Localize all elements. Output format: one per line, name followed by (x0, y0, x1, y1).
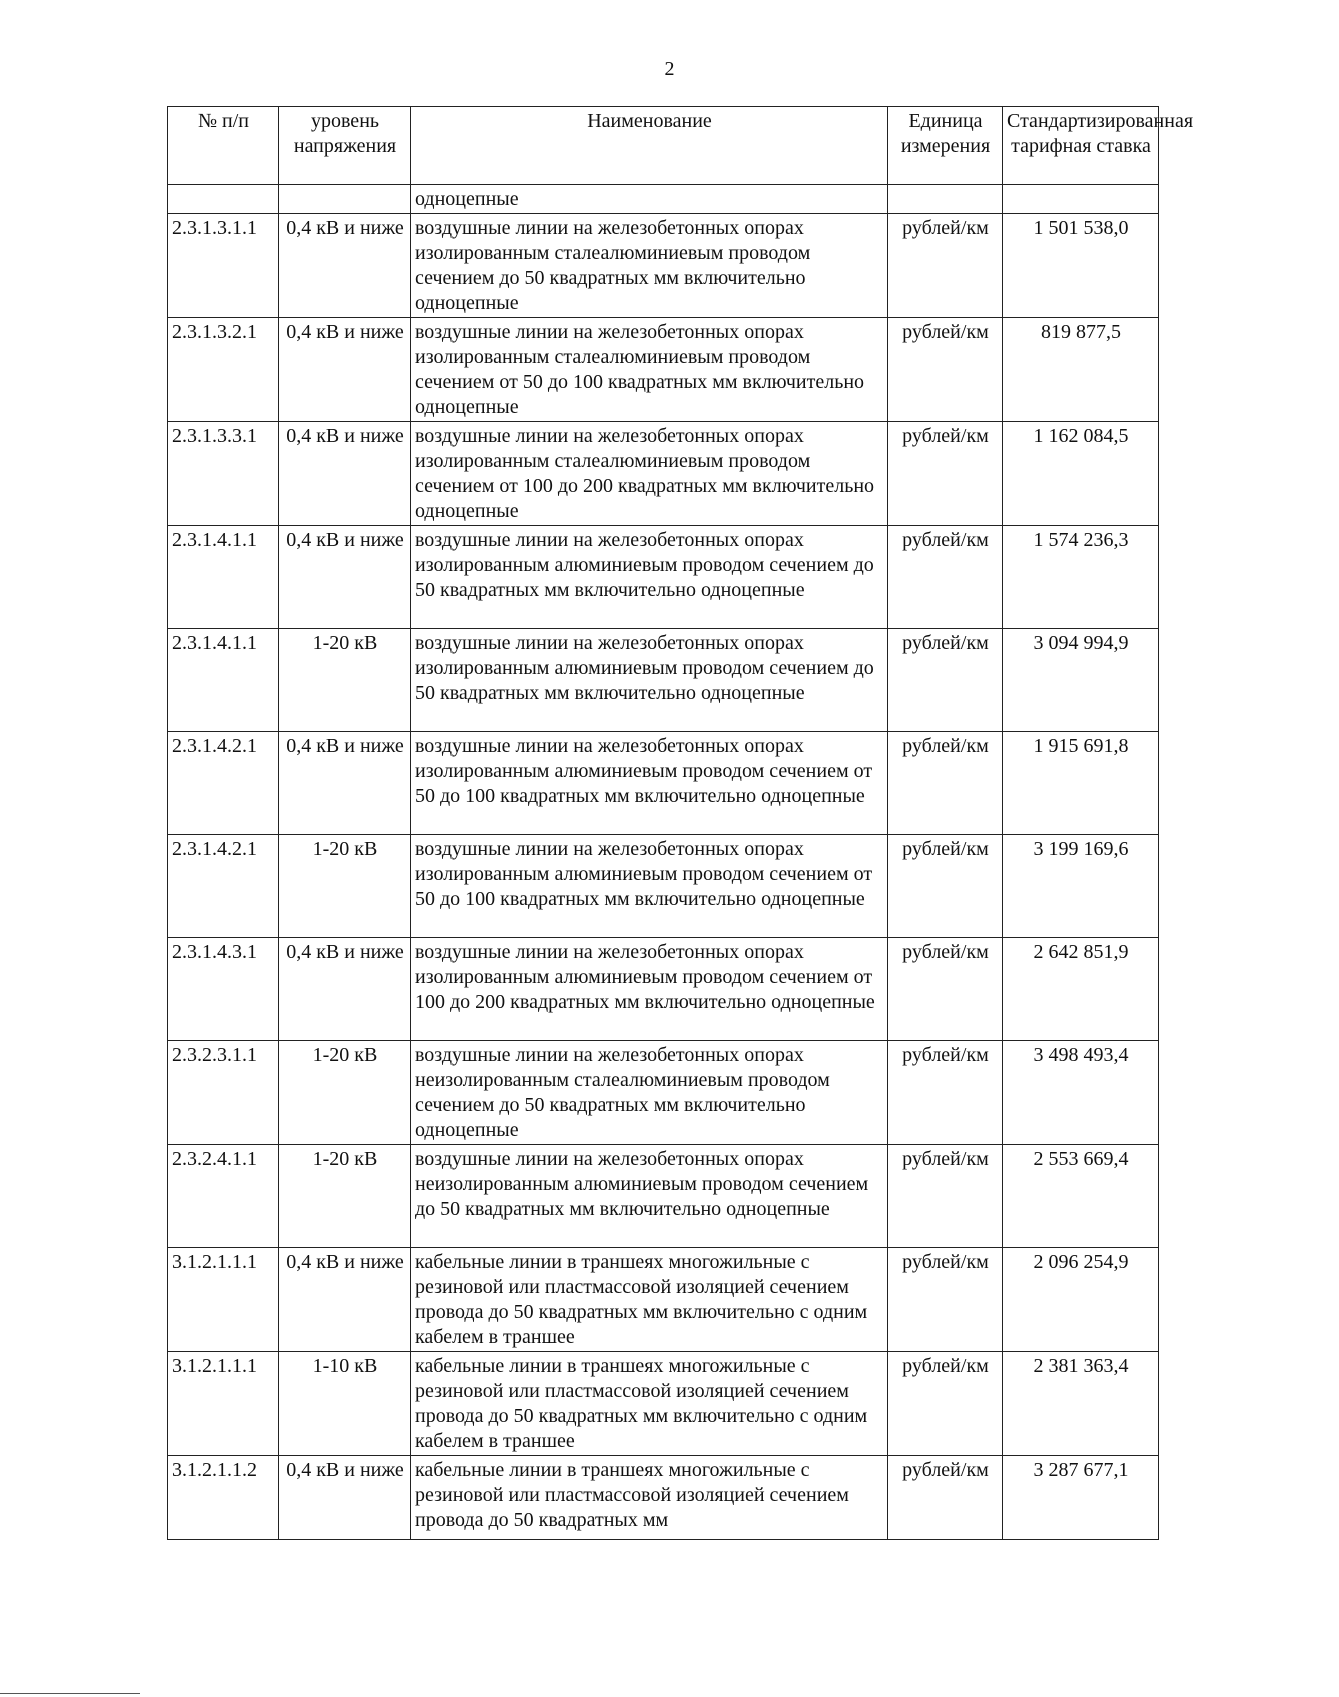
cell-name: воздушные линии на железобетонных опорах изолированным алюминиевым проводом сечением от 50 до 100 квадратных мм включительно одноцепные (411, 732, 888, 835)
continuation-name: одноцепные (411, 185, 888, 214)
cell-voltage-level: 1-10 кВ (279, 1352, 411, 1456)
table-row (168, 214, 1159, 318)
header-voltage-level: уровень напряжения (279, 107, 411, 185)
cell-name: воздушные линии на железобетонных опорах неизолированным алюминиевым проводом сечением до 50 квадратных мм включительно одноцепные (411, 1145, 888, 1248)
table-row (168, 318, 1159, 422)
cell-name: воздушные линии на железобетонных опорах изолированным алюминиевым проводом сечением от 50 до 100 квадратных мм включительно одноцепные (411, 835, 888, 938)
cell-voltage-level: 0,4 кВ и ниже (279, 938, 411, 1041)
cell-rate: 2 096 254,9 (1003, 1248, 1159, 1352)
cell-num: 2.3.1.4.2.1 (168, 732, 279, 835)
cell-name: воздушные линии на железобетонных опорах неизолированным сталеалюминиевым проводом сечением до 50 квадратных мм включительно одноцепные (411, 1041, 888, 1145)
cell-num: 3.1.2.1.1.1 (168, 1352, 279, 1456)
cell-unit: рублей/км (888, 732, 1003, 835)
table-row (168, 1145, 1159, 1248)
cell-name: воздушные линии на железобетонных опорах изолированным алюминиевым проводом сечением до 50 квадратных мм включительно одноцепные (411, 526, 888, 629)
cell-num: 2.3.1.4.1.1 (168, 526, 279, 629)
cell-unit: рублей/км (888, 422, 1003, 526)
cell-name: воздушные линии на железобетонных опорах изолированным сталеалюминиевым проводом сечением от 100 до 200 квадратных мм включительно одноцепные (411, 422, 888, 526)
cell-num: 3.1.2.1.1.2 (168, 1456, 279, 1540)
table-row (168, 1248, 1159, 1352)
cell-name: кабельные линии в траншеях многожильные с резиновой или пластмассовой изоляцией сечением провода до 50 квадратных мм (411, 1456, 888, 1540)
table-row (168, 1041, 1159, 1145)
cell-voltage-level: 1-20 кВ (279, 1041, 411, 1145)
footnote-divider (0, 1693, 140, 1694)
cell-rate: 3 287 677,1 (1003, 1456, 1159, 1540)
cell-rate: 2 553 669,4 (1003, 1145, 1159, 1248)
table-row (168, 1352, 1159, 1456)
cell-num: 3.1.2.1.1.1 (168, 1248, 279, 1352)
cell-name: воздушные линии на железобетонных опорах изолированным сталеалюминиевым проводом сечением до 50 квадратных мм включительно одноцепные (411, 214, 888, 318)
page-number: 2 (664, 58, 675, 80)
cell-voltage-level: 1-20 кВ (279, 629, 411, 732)
cell-voltage-level: 0,4 кВ и ниже (279, 214, 411, 318)
cell-num: 2.3.2.4.1.1 (168, 1145, 279, 1248)
header-num: № п/п (168, 107, 279, 185)
cell-rate: 1 162 084,5 (1003, 422, 1159, 526)
cell-num: 2.3.2.3.1.1 (168, 1041, 279, 1145)
cell-rate: 1 574 236,3 (1003, 526, 1159, 629)
cell-voltage-level: 0,4 кВ и ниже (279, 1248, 411, 1352)
cell-rate: 2 381 363,4 (1003, 1352, 1159, 1456)
cell-rate: 3 498 493,4 (1003, 1041, 1159, 1145)
cell-name: воздушные линии на железобетонных опорах изолированным сталеалюминиевым проводом сечением от 50 до 100 квадратных мм включительно одноцепные (411, 318, 888, 422)
cell-rate: 819 877,5 (1003, 318, 1159, 422)
cell-num: 2.3.1.3.3.1 (168, 422, 279, 526)
cell-voltage-level: 1-20 кВ (279, 835, 411, 938)
cell-unit: рублей/км (888, 1456, 1003, 1540)
cell-unit: рублей/км (888, 318, 1003, 422)
tariff-table (167, 106, 1194, 1540)
table-row (168, 422, 1159, 526)
cell-num: 2.3.1.4.2.1 (168, 835, 279, 938)
cell-unit: рублей/км (888, 1248, 1003, 1352)
cell-name: воздушные линии на железобетонных опорах изолированным алюминиевым проводом сечением до 50 квадратных мм включительно одноцепные (411, 629, 888, 732)
cell-voltage-level: 0,4 кВ и ниже (279, 1456, 411, 1540)
cell-voltage-level: 1-20 кВ (279, 1145, 411, 1248)
header-name: Наименование (411, 107, 888, 185)
table-row (168, 1456, 1159, 1540)
table-header-row (168, 107, 1159, 185)
cell-num: 2.3.1.4.3.1 (168, 938, 279, 1041)
cell-voltage-level: 0,4 кВ и ниже (279, 732, 411, 835)
cell-unit: рублей/км (888, 214, 1003, 318)
table-row (168, 526, 1159, 629)
table-row (168, 835, 1159, 938)
table-row-continuation (168, 185, 1159, 214)
cell-unit: рублей/км (888, 1352, 1003, 1456)
table-row (168, 629, 1159, 732)
cell-unit: рублей/км (888, 526, 1003, 629)
cell-voltage-level: 0,4 кВ и ниже (279, 526, 411, 629)
cell-rate: 1 501 538,0 (1003, 214, 1159, 318)
cell-name: воздушные линии на железобетонных опорах изолированным алюминиевым проводом сечением от 100 до 200 квадратных мм включительно одноцепные (411, 938, 888, 1041)
header-unit: Единица измерения (888, 107, 1003, 185)
cell-unit: рублей/км (888, 938, 1003, 1041)
cell-unit: рублей/км (888, 835, 1003, 938)
table-row (168, 938, 1159, 1041)
cell-unit: рублей/км (888, 1145, 1003, 1248)
cell-num: 2.3.1.3.1.1 (168, 214, 279, 318)
cell-voltage-level: 0,4 кВ и ниже (279, 422, 411, 526)
cell-unit: рублей/км (888, 1041, 1003, 1145)
cell-voltage-level: 0,4 кВ и ниже (279, 318, 411, 422)
header-rate: Стандартизированная тарифная ставка (1003, 107, 1159, 185)
cell-rate: 1 915 691,8 (1003, 732, 1159, 835)
cell-num: 2.3.1.3.2.1 (168, 318, 279, 422)
cell-rate: 2 642 851,9 (1003, 938, 1159, 1041)
cell-rate: 3 199 169,6 (1003, 835, 1159, 938)
table-row (168, 732, 1159, 835)
cell-rate: 3 094 994,9 (1003, 629, 1159, 732)
cell-unit: рублей/км (888, 629, 1003, 732)
cell-num: 2.3.1.4.1.1 (168, 629, 279, 732)
cell-name: кабельные линии в траншеях многожильные с резиновой или пластмассовой изоляцией сечением провода до 50 квадратных мм включительно с одним кабелем в траншее (411, 1248, 888, 1352)
cell-name: кабельные линии в траншеях многожильные с резиновой или пластмассовой изоляцией сечением провода до 50 квадратных мм включительно с одним кабелем в траншее (411, 1352, 888, 1456)
